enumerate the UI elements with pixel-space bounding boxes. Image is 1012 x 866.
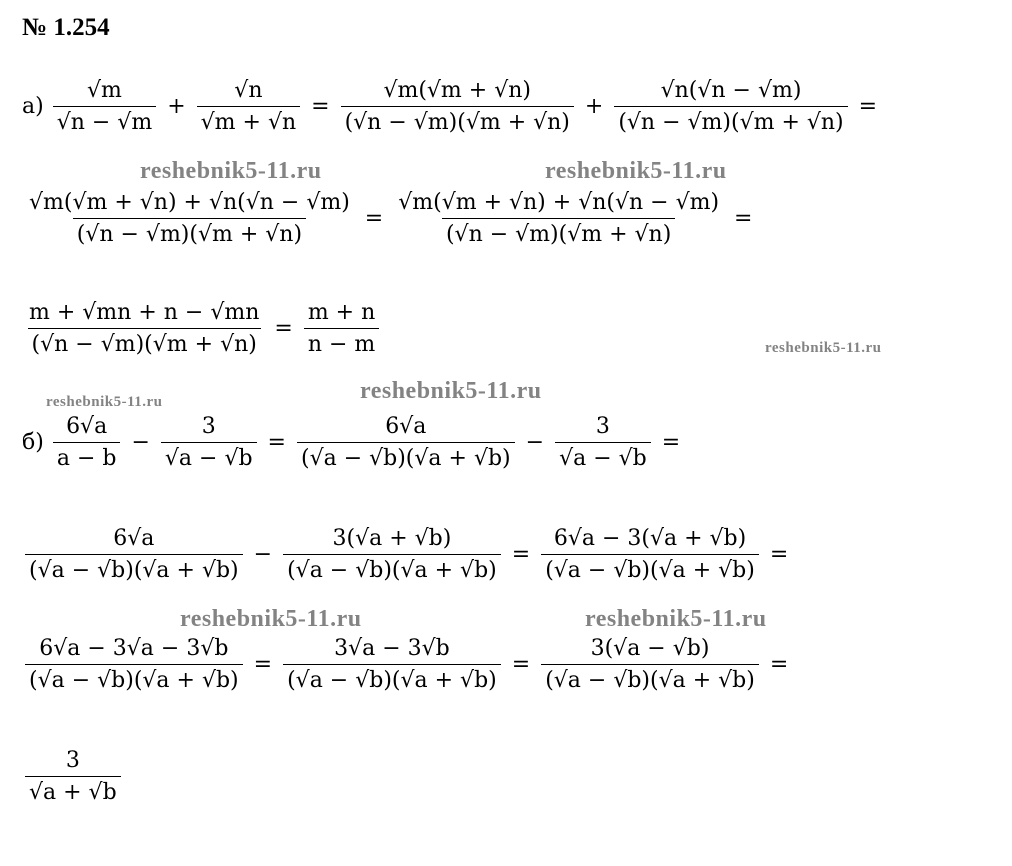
watermark: reshebnik5-11.ru xyxy=(360,378,542,404)
fraction xyxy=(161,414,257,472)
operator: − xyxy=(525,430,545,456)
part-a-line-3 xyxy=(22,300,382,358)
operator: + xyxy=(167,94,186,120)
denominator: a − b xyxy=(53,442,121,471)
fraction xyxy=(614,78,847,136)
fraction xyxy=(53,78,157,136)
part-a-label: а) xyxy=(22,94,44,120)
denominator: (√a − √b)(√a + √b) xyxy=(541,554,759,583)
fraction xyxy=(555,414,651,472)
watermark: reshebnik5-11.ru xyxy=(765,340,882,356)
numerator: 3(√a − √b) xyxy=(590,636,710,661)
numerator: 6√a xyxy=(66,414,108,439)
operator: + xyxy=(584,94,604,120)
numerator: √m(√m + √n) + √n(√n − √m) xyxy=(29,190,350,215)
numerator: 3 xyxy=(65,748,80,773)
part-b-line-1 xyxy=(22,414,688,472)
operator: − xyxy=(253,542,273,568)
denominator: (√a − √b)(√a + √b) xyxy=(297,442,515,471)
numerator: 6√a xyxy=(113,526,155,551)
denominator: √a + √b xyxy=(25,776,121,805)
numerator: 6√a − 3√a − 3√b xyxy=(39,636,229,661)
part-b-line-4 xyxy=(22,748,124,806)
watermark: reshebnik5-11.ru xyxy=(46,394,163,410)
watermark: reshebnik5-11.ru xyxy=(140,158,322,184)
denominator: (√a − √b)(√a + √b) xyxy=(25,554,243,583)
equals-sign: = xyxy=(769,652,789,678)
numerator: √m(√m + √n) + √n(√n − √m) xyxy=(398,190,720,215)
fraction xyxy=(304,300,379,358)
equals-sign: = xyxy=(511,542,531,568)
denominator: (√a − √b)(√a + √b) xyxy=(283,664,501,693)
fraction xyxy=(283,636,501,694)
part-a-line-1 xyxy=(22,78,885,136)
operator: − xyxy=(131,430,150,456)
equals-sign: = xyxy=(734,206,753,232)
denominator: (√n − √m)(√m + √n) xyxy=(28,328,261,357)
problem-number: № 1.254 xyxy=(22,14,110,41)
equals-sign: = xyxy=(267,430,286,456)
fraction xyxy=(25,526,243,584)
numerator: 3√a − 3√b xyxy=(334,636,450,661)
part-b-label: б) xyxy=(22,430,44,456)
equals-sign: = xyxy=(661,430,681,456)
fraction xyxy=(25,190,354,248)
denominator: √m + √n xyxy=(197,106,301,135)
part-a-line-2 xyxy=(22,190,760,248)
denominator: (√a − √b)(√a + √b) xyxy=(283,554,501,583)
denominator: (√a − √b)(√a + √b) xyxy=(541,664,759,693)
numerator: m + n xyxy=(307,300,376,325)
fraction xyxy=(25,300,263,358)
watermark: reshebnik5-11.ru xyxy=(585,606,767,632)
equals-sign: = xyxy=(311,94,330,120)
denominator: (√n − √m)(√m + √n) xyxy=(442,218,675,247)
equals-sign: = xyxy=(364,206,384,232)
equals-sign: = xyxy=(858,94,878,120)
numerator: √n xyxy=(234,78,263,103)
fraction xyxy=(341,78,574,136)
denominator: (√a − √b)(√a + √b) xyxy=(25,664,243,693)
denominator: √a − √b xyxy=(161,442,257,471)
denominator: n − m xyxy=(304,328,379,357)
numerator: √m xyxy=(87,78,122,103)
denominator: √a − √b xyxy=(555,442,651,471)
fraction xyxy=(541,526,759,584)
numerator: 3 xyxy=(595,414,610,439)
equals-sign: = xyxy=(253,652,273,678)
fraction xyxy=(25,636,243,694)
numerator: 3(√a + √b) xyxy=(332,526,452,551)
numerator: √n(√n − √m) xyxy=(660,78,802,103)
denominator: (√n − √m)(√m + √n) xyxy=(73,218,306,247)
denominator: √n − √m xyxy=(53,106,157,135)
fraction xyxy=(53,414,121,472)
fraction xyxy=(297,414,515,472)
part-b-line-2 xyxy=(22,526,796,584)
numerator: 6√a − 3(√a + √b) xyxy=(553,526,747,551)
numerator: 3 xyxy=(201,414,216,439)
denominator: (√n − √m)(√m + √n) xyxy=(614,106,847,135)
fraction xyxy=(541,636,759,694)
fraction xyxy=(25,748,121,806)
watermark: reshebnik5-11.ru xyxy=(545,158,727,184)
fraction xyxy=(394,190,723,248)
equals-sign: = xyxy=(274,316,293,342)
numerator: √m(√m + √n) xyxy=(383,78,531,103)
equals-sign: = xyxy=(511,652,531,678)
equals-sign: = xyxy=(769,542,789,568)
watermark: reshebnik5-11.ru xyxy=(180,606,362,632)
numerator: m + √mn + n − √mn xyxy=(29,300,260,325)
denominator: (√n − √m)(√m + √n) xyxy=(341,106,574,135)
fraction xyxy=(283,526,501,584)
numerator: 6√a xyxy=(385,414,427,439)
part-b-line-3 xyxy=(22,636,796,694)
fraction xyxy=(197,78,301,136)
